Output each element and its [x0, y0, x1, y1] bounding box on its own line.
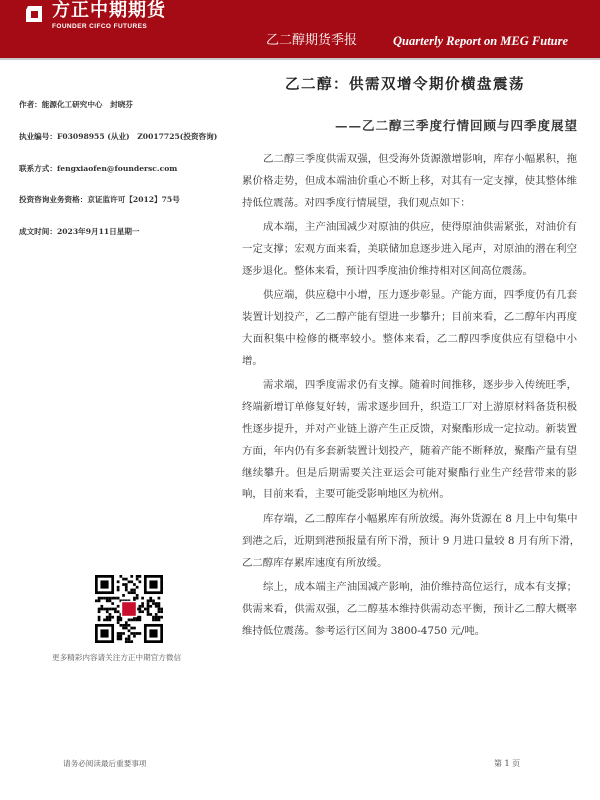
text-line: 供应端，供应稳中小增，压力逐步彰显。产能方面，四季度仍有几套: [263, 289, 577, 302]
text-line: 供需来看，供需双强，乙二醇基本维持供需动态平衡，预计乙二醇大概率: [242, 602, 577, 615]
report-type-en: Quarterly Report on MEG Future: [393, 34, 569, 48]
header-banner: [0, 0, 600, 58]
paragraph: [242, 217, 577, 282]
text-line: 增。: [242, 354, 263, 367]
company-logo-icon: [22, 2, 46, 26]
report-body: [242, 149, 581, 645]
page-number: 第 1 页: [494, 759, 521, 768]
text-line: 装置计划投产，乙二醇产能有望进一步攀升；目前来看，乙二醇年内再度: [242, 311, 577, 324]
contact-info: 联系方式：fengxiaofen@foundersc.com: [19, 164, 178, 173]
paragraph: [242, 285, 577, 372]
paragraph: [242, 509, 581, 574]
text-line: 一定支撑；宏观方面来看，美联储加息逐步进入尾声，对原油的潜在利空: [242, 242, 577, 255]
report-type-cn: 乙二醇期货季报: [266, 33, 358, 48]
text-line: 到港之后，近期到港预报量有所下滑，预计 9 月进口量较 8 月有所下滑，: [242, 534, 581, 547]
text-line: 性逐步提升，并对产业链上游产生正反馈，对聚酯形成一定拉动。新装置: [242, 422, 577, 435]
brand-name: 方正中期期货: [52, 0, 166, 21]
text-line: 综上，成本端主产油国减产影响，油价维持高位运行，成本有支撑；: [263, 581, 577, 594]
qr-caption: 更多精彩内容请关注方正中期官方微信: [52, 653, 182, 662]
author-info: 作者：能源化工研究中心 封晓芬: [19, 100, 133, 109]
text-line: 累价格走势，但成本端油价重心不断上移，对其有一定支撑，使其整体维: [242, 174, 577, 187]
license-info: 执业编号：F03098955 (从业) Z0017725(投资咨询): [19, 132, 218, 141]
paragraph: [242, 375, 577, 506]
text-line: 逐步退化。整体来看，预计四季度油价维持相对区间高位震荡。: [242, 264, 533, 277]
text-line: 乙二醇库存累库速度有所放缓。: [242, 556, 388, 569]
text-line: 需求端，四季度需求仍有支撑。随着时间推移，逐步步入传统旺季，: [263, 379, 577, 392]
wechat-qr-code: [95, 575, 163, 643]
qualification-info: 投资咨询业务资格：京证监许可【2012】75号: [19, 195, 180, 204]
text-line: 成本端，主产油国减少对原油的供应，使得原油供需紧张，对油价有: [263, 221, 577, 234]
text-line: 响，目前来看，主要可能受影响地区为杭州。: [242, 488, 450, 501]
paragraph: [242, 149, 577, 214]
text-line: 持低位震荡。对四季度行情展望，我们观点如下：: [242, 196, 471, 209]
text-line: 维持低位震荡。参考运行区间为 3800-4750 元/吨。: [242, 624, 486, 637]
report-subtitle: ——乙二醇三季度行情回顾与四季度展望: [334, 118, 578, 133]
text-line: 终端新增订单修复好转，需求逐步回升，织造工厂对上游原材料备货积极: [242, 401, 577, 414]
text-line: 乙二醇三季度供需双强，但受海外货源激增影响，库存小幅累积，拖: [263, 153, 577, 165]
report-title: 乙二醇：供需双增令期价横盘震荡: [285, 76, 525, 93]
text-line: 继续攀升。但是后期需要关注亚运会可能对聚酯行业生产经营带来的影: [242, 466, 577, 479]
footer-notice: 请务必阅读最后重要事项: [63, 759, 147, 768]
text-line: 库存端，乙二醇库存小幅累库有所放缓。海外货源在 8 月上中旬集中: [263, 512, 578, 525]
text-line: 方面，年内仍有多套新装置计划投产，随着产能不断释放，聚酯产量有望: [242, 444, 577, 457]
header-divider: [0, 58, 600, 60]
date-info: 成文时间：2023年9月11日星期一: [19, 227, 140, 236]
paragraph: [242, 577, 577, 642]
text-line: 大面积集中检修的概率较小。整体来看，乙二醇四季度供应有望稳中小: [242, 332, 577, 345]
brand-name-en: FOUNDER CIFCO FUTURES: [52, 23, 148, 30]
